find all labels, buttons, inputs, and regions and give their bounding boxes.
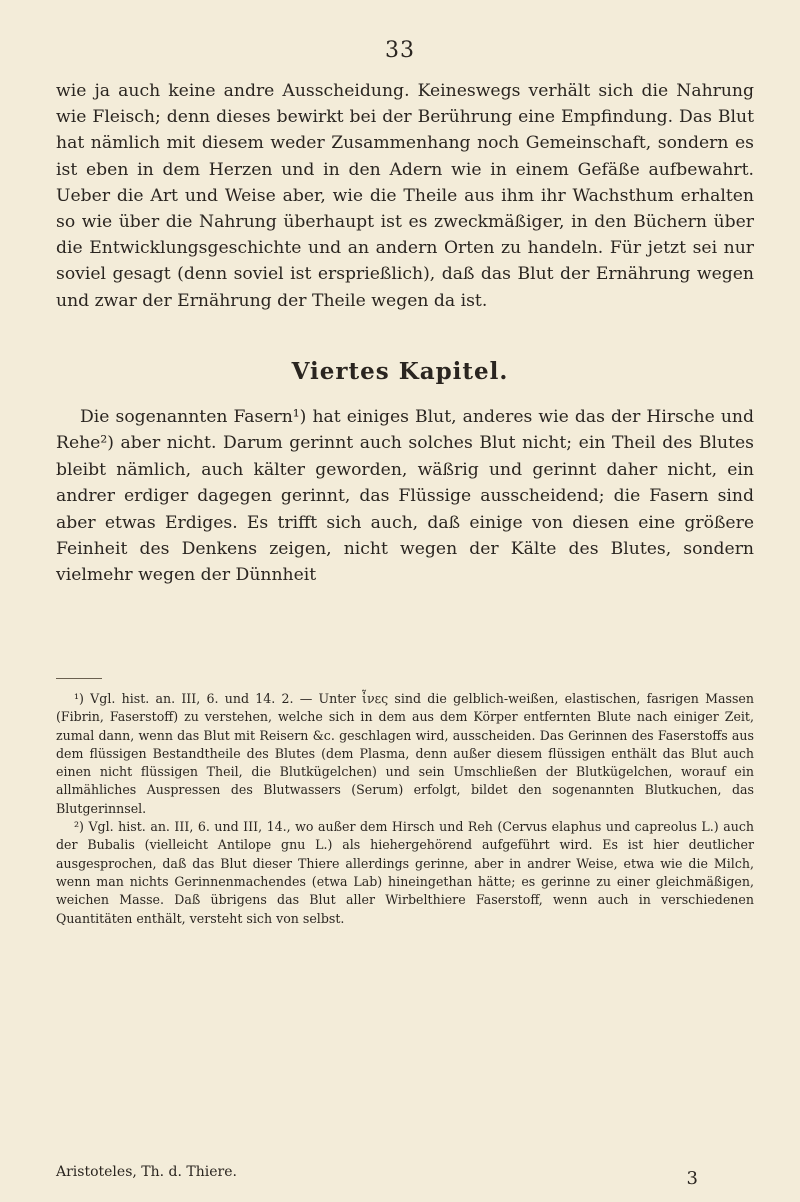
sheet-number: 3 bbox=[686, 1168, 698, 1189]
footnote-divider bbox=[56, 678, 102, 679]
footnote-2: ²) Vgl. hist. an. III, 6. und III, 14., wo außer dem Hirsch und Reh (Cervus elaphus und capreolus L.) auch der Bubalis (vielleicht Antilope gnu L.) als hiehergehörend aufgeführt wird. Es ist hier deutlicher ausgesprochen, daß das Blut dieser Thiere allerdings gerinne, aber in andrer Weise, etwa wie die Milch, wenn man nichts Gerinnenmachendes (etwa Lab) hineingethan hätte; es gerinne zu einer gleichmäßigen, weichen Masse. Daß übrigens das Blut aller Wirbelthiere Faserstoff, wenn auch in verschiedenen Quantitäten enthält, versteht sich von selbst. bbox=[56, 819, 754, 926]
footnote-1: ¹) Vgl. hist. an. III, 6. und 14. 2. — Unter ἶνες sind die gelblich-weißen, elastischen, fasrigen Massen (Fibrin, Faserstoff) zu verstehen, welche sich in dem aus dem Körper entfernten Blute nach einiger Zeit, zumal dann, wenn das Blut mit Reisern &c. geschlagen wird, ausscheiden. Das Gerinnen des Faserstoffs aus dem flüssigen Bestandtheile des Blutes (dem Plasma, denn außer diesem flüssigen enthält das Blut auch einen nicht flüssigen Theil, die Blutkügelchen) und sein Umschließen der Blutkügelchen, worauf ein allmähliches Auspressen des Blutwassers (Serum) erfolgt, bildet den sogenannten Blutkuchen, das Blutgerinnsel. bbox=[56, 691, 754, 816]
footnotes bbox=[56, 690, 754, 928]
paragraph: Die sogenannten Fasern¹) hat einiges Blut, anderes wie das der Hirsche und Rehe²) aber nicht. Darum gerinnt auch solches Blut nicht; ein Theil des Blutes bleibt nämlich, auch kälter geworden, wäßrig und gerinnt daher nicht, ein andrer erdiger dagegen gerinnt, das Flüssige ausscheidend; die Fasern sind aber etwas Erdiges. Es trifft sich auch, daß einige von diesen eine größere Feinheit des Denkens zeigen, nicht wegen der Kälte des Blutes, sondern vielmehr wegen der Dünnheit bbox=[56, 407, 754, 586]
chapter-heading: Viertes Kapitel. bbox=[291, 358, 509, 385]
main-text-top bbox=[56, 78, 754, 314]
paragraph: wie ja auch keine andre Ausscheidung. Keineswegs verhält sich die Nahrung wie Fleisch; denn dieses bewirkt bei der Berührung eine Empfindung. Das Blut hat nämlich mit diesem weder Zusammenhang noch Gemeinschaft, sondern es ist eben in dem Herzen und in den Adern wie in einem Gefäße aufbewahrt. Ueber die Art und Weise aber, wie die Theile aus ihm ihr Wachsthum erhalten so wie über die Nahrung überhaupt ist es zweckmäßiger, in den Büchern über die Entwicklungsgeschichte und an andern Orten zu handeln. Für jetzt sei nur soviel gesagt (denn soviel ist ersprießlich), daß das Blut der Ernährung wegen und zwar der Ernährung der Theile wegen da ist. bbox=[56, 81, 754, 311]
page-number: 33 bbox=[385, 38, 415, 63]
footer-signature: Aristoteles, Th. d. Thiere. bbox=[56, 1164, 237, 1180]
main-text-chapter bbox=[56, 404, 754, 589]
